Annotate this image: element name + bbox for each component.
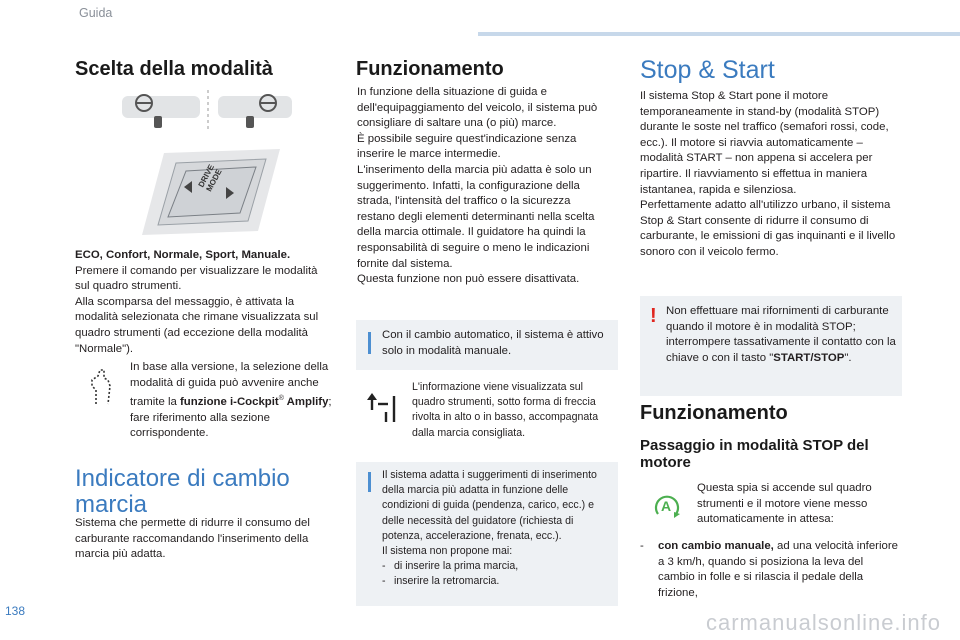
warning-icon: ! (650, 305, 657, 327)
stop-mode-subtitle: Passaggio in modalità STOP del motore (640, 437, 869, 471)
refuel-warning-note (640, 296, 902, 396)
hand-pointer-icon (86, 366, 116, 406)
drive-mode-label: DRIVE MODE (196, 162, 224, 194)
modes-paragraph: Premere il comando per visualizzare le modalità sul quadro strumenti. Alla scomparsa del messaggio, è attivata la modalità selezionata che rimane visualizzata sul quadro strumenti (ad eccezione della modalità "Normale"). (75, 264, 319, 355)
modes-bold: ECO, Confort, Normale, Sport, Manuale. (75, 249, 291, 261)
i-cockpit-note (130, 360, 335, 442)
adaptive-suggestions-note (356, 462, 618, 606)
stop-start-paragraph: Il sistema Stop & Start pone il motore temporaneamente in stand-by (modalità STOP) durante le soste nel traffico (semafori rossi, code, ecc.). Il motore si riavvia automaticamente – modalità START – non appena si accelera per ripartire. Il riavviamento si effettua in maniera istantanea, rapida e silenziosa. Perfettamente adatto all'utilizzo urbano, il sistema Stop & Start consente di ridurre il consumo di carburante, le emissioni di gas inquinanti e il livello sonoro con il veicolo fermo. (640, 90, 896, 258)
auto-gearbox-text: Con il cambio automatico, il sistema è attivo solo in modalità manuale. (382, 329, 604, 357)
section-bar (478, 32, 960, 36)
start-stop-key-label: START/STOP (773, 351, 845, 364)
section-label: Guida (79, 6, 113, 20)
stop-mode-indicator-icon (652, 492, 682, 520)
col3-funz-title: Funzionamento (640, 402, 788, 424)
col2-title: Funzionamento (356, 58, 504, 80)
note-bold: funzione i-Cockpit (180, 395, 279, 408)
never-propose-list (382, 559, 614, 589)
refuel-warning-text: Non effettuare mai rifornimenti di carburante quando il motore è in modalità STOP; interrompere tassativamente il contatto con la chiave o con il tasto "START/STOP". (666, 305, 896, 364)
note-bold2: Amplify (283, 395, 329, 408)
adaptive-intro: Il sistema adatta i suggerimenti di inserimento della marcia più adatta in funzione delle condizioni di guida (pendenza, carico, ecc.) e delle necessità del guidatore (richiesta di potenza, accelerazione, frenata, ecc.). Il sistema non propone mai: (382, 469, 597, 558)
col2-paragraph: In funzione della situazione di guida e dell'equipaggiamento del veicolo, il sistema può consigliare di saltare una (o più) marce. È possibile seguire quest'indicazione senza inserire le marce intermedie. L'inserimento della marcia più adatta è solo un suggerimento. Infatti, la configurazione della strada, l'intensità del traffico o la sicurezza restano degli elementi determinanti nella scelta della marcia ottimale. Il guidatore ha quindi la responsabilità di seguire o meno le indicazioni fornite dal sistema. Questa funzione non può essere disattivata. (357, 86, 598, 286)
stop-mode-indicator-letter: A (661, 498, 672, 514)
col3-title: Stop & Start (640, 56, 775, 84)
indicator-light-text: Questa spia si accende sul quadro strumenti e il motore viene messo automaticamente in attesa: (697, 482, 872, 526)
col1-title: Scelta della modalità (75, 58, 273, 80)
indicator-text: Sistema che permette di ridurre il consumo del carburante raccomandando l'inserimento della marcia più adatta. (75, 517, 310, 561)
gear-shift-indicator-icon (364, 390, 404, 426)
note-suffix: ; fare riferimento alla sezione corrispondente. (130, 395, 332, 440)
list-item: - di inserire la prima marcia, (382, 560, 519, 573)
modes-text (75, 248, 325, 357)
note-sup: ® (278, 395, 284, 403)
note-prefix: In base alla versione, la selezione della modalità di guida può avvenire anche tramite la (130, 361, 329, 408)
steering-wheel-illustration (122, 88, 292, 134)
drive-mode-switch-illustration (142, 143, 280, 237)
adaptive-suggestions-text (382, 468, 614, 590)
watermark: carmanualsonline.info (706, 610, 942, 635)
manual-gearbox-condition: - con cambio manuale, ad una velocità inferiore a 3 km/h, quando si posiziona la leva del cambio in folle e si rilascia il pedale della frizione, (640, 540, 898, 599)
info-marker-icon (368, 332, 371, 354)
indicator-title: Indicatore di cambio marcia (75, 465, 290, 518)
manual-gearbox-bold: con cambio manuale, (658, 540, 774, 552)
auto-gearbox-note (356, 320, 618, 370)
page-number: 138 (5, 604, 26, 618)
list-item: - inserire la retromarcia. (382, 575, 500, 588)
info-marker-icon (368, 472, 371, 492)
indicator-display-text: L'informazione viene visualizzata sul quadro strumenti, sotto forma di freccia rivolta in alto o in basso, accompagnata dalla marcia consigliata. (412, 381, 599, 439)
